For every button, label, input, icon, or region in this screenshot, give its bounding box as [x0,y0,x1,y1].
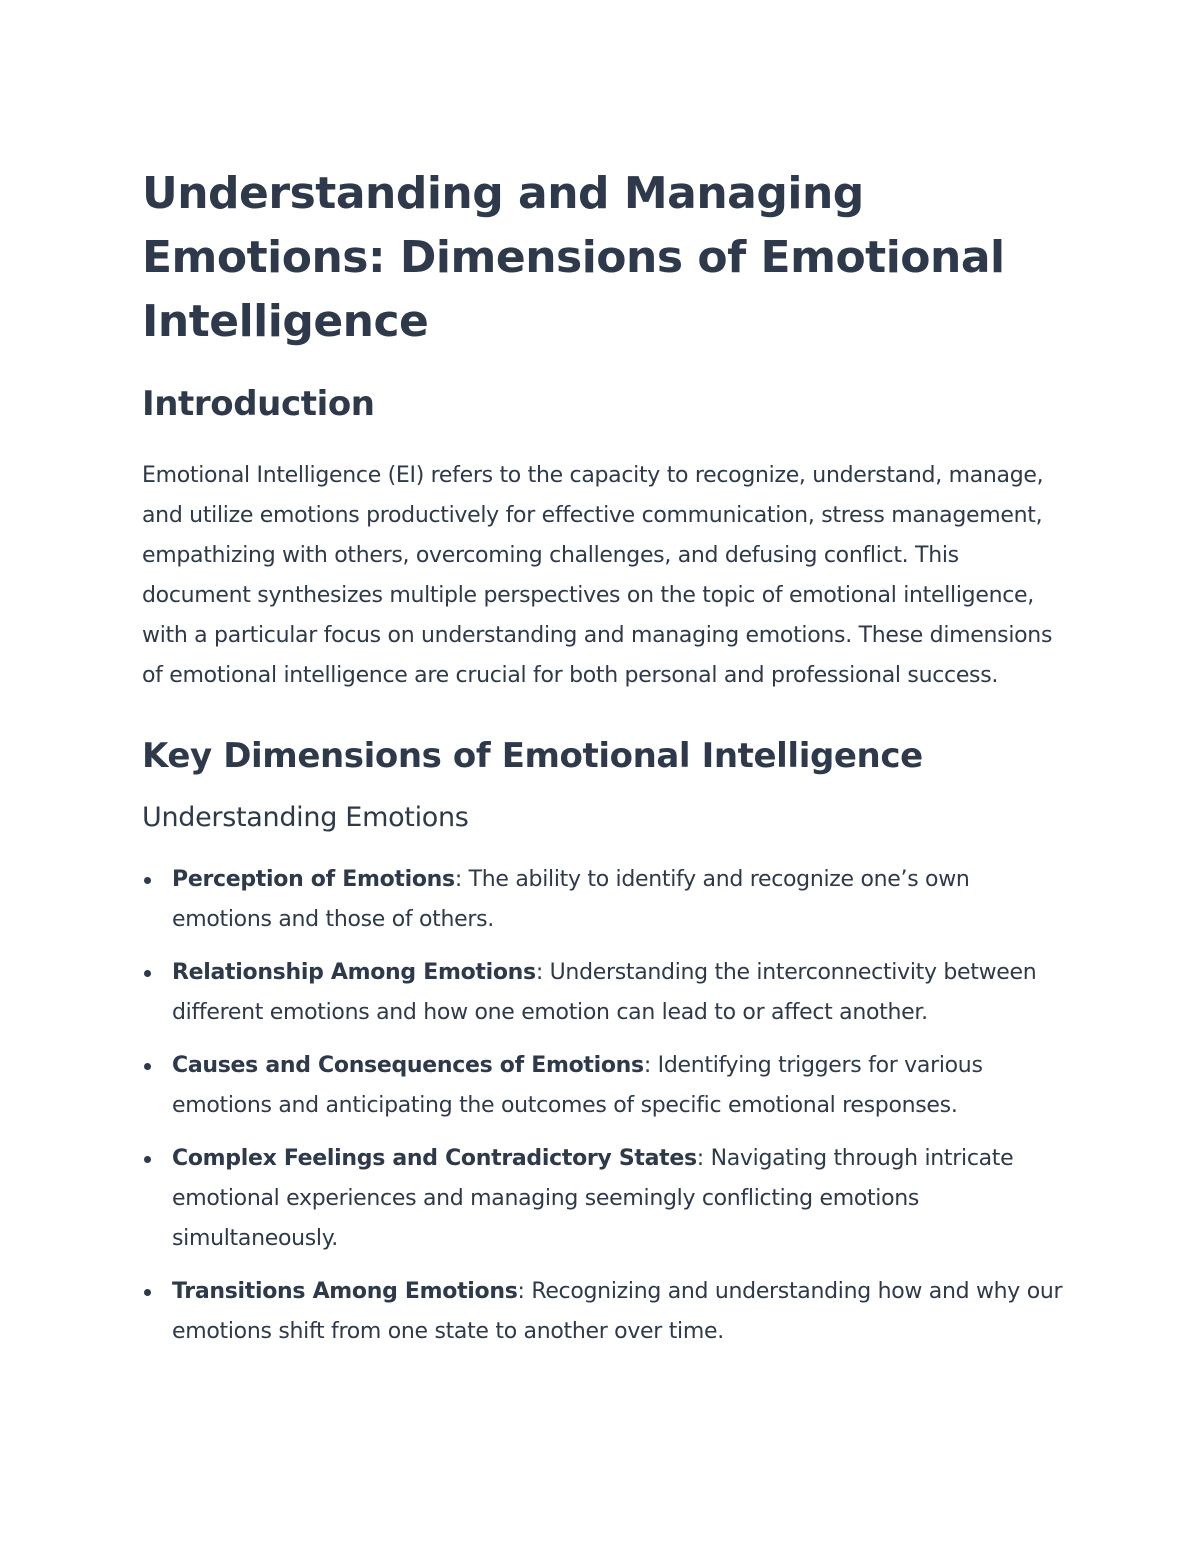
list-item [142,1272,1072,1352]
list-item [142,1139,1072,1259]
list-item-term: Perception of Emotions [172,867,455,892]
bullet-icon [144,877,151,884]
list-item-term: Relationship Among Emotions [172,960,536,985]
key-dimensions-heading: Key Dimensions of Emotional Intelligence [142,736,923,776]
list-item-term: Transitions Among Emotions [172,1279,518,1304]
bullet-icon [144,1156,151,1163]
bullet-icon [144,1063,151,1070]
introduction-heading: Introduction [142,384,375,424]
list-item-text: : Recognizing and understanding how and why our emotions shift from one state to another over time. [172,1279,1063,1344]
introduction-paragraph: Emotional Intelligence (EI) refers to the capacity to recognize, understand, manage, and utilize emotions productively for effective communication, stress management, empathizing with others, overcoming challenges, and defusing conflict. This document synthesizes multiple perspectives on the topic of emotional intelligence, with a particular focus on understanding and managing emotions. These dimensions of emotional intelligence are crucial for both personal and professional success. [142,463,1053,688]
list-item [142,860,1072,940]
document-page [142,162,1072,1365]
list-item-term: Complex Feelings and Contradictory States [172,1146,697,1171]
bullet-icon [144,970,151,977]
list-item-text: : Identifying triggers for various emotions and anticipating the outcomes of specific emotional responses. [172,1053,983,1118]
list-item-text: : Understanding the interconnectivity between different emotions and how one emotion can lead to or affect another. [172,960,1037,1025]
list-item-term: Causes and Consequences of Emotions [172,1053,644,1078]
document-title: Understanding and Managing Emotions: Dimensions of Emotional Intelligence [142,168,1005,347]
understanding-emotions-list [142,860,1072,1352]
list-item [142,953,1072,1033]
list-item-text: : The ability to identify and recognize one’s own emotions and those of others. [172,867,970,932]
list-item-text: : Navigating through intricate emotional experiences and managing seemingly conflicting emotions simultaneously. [172,1146,1014,1251]
understanding-emotions-heading: Understanding Emotions [142,802,469,833]
list-item [142,1046,1072,1126]
bullet-icon [144,1289,151,1296]
